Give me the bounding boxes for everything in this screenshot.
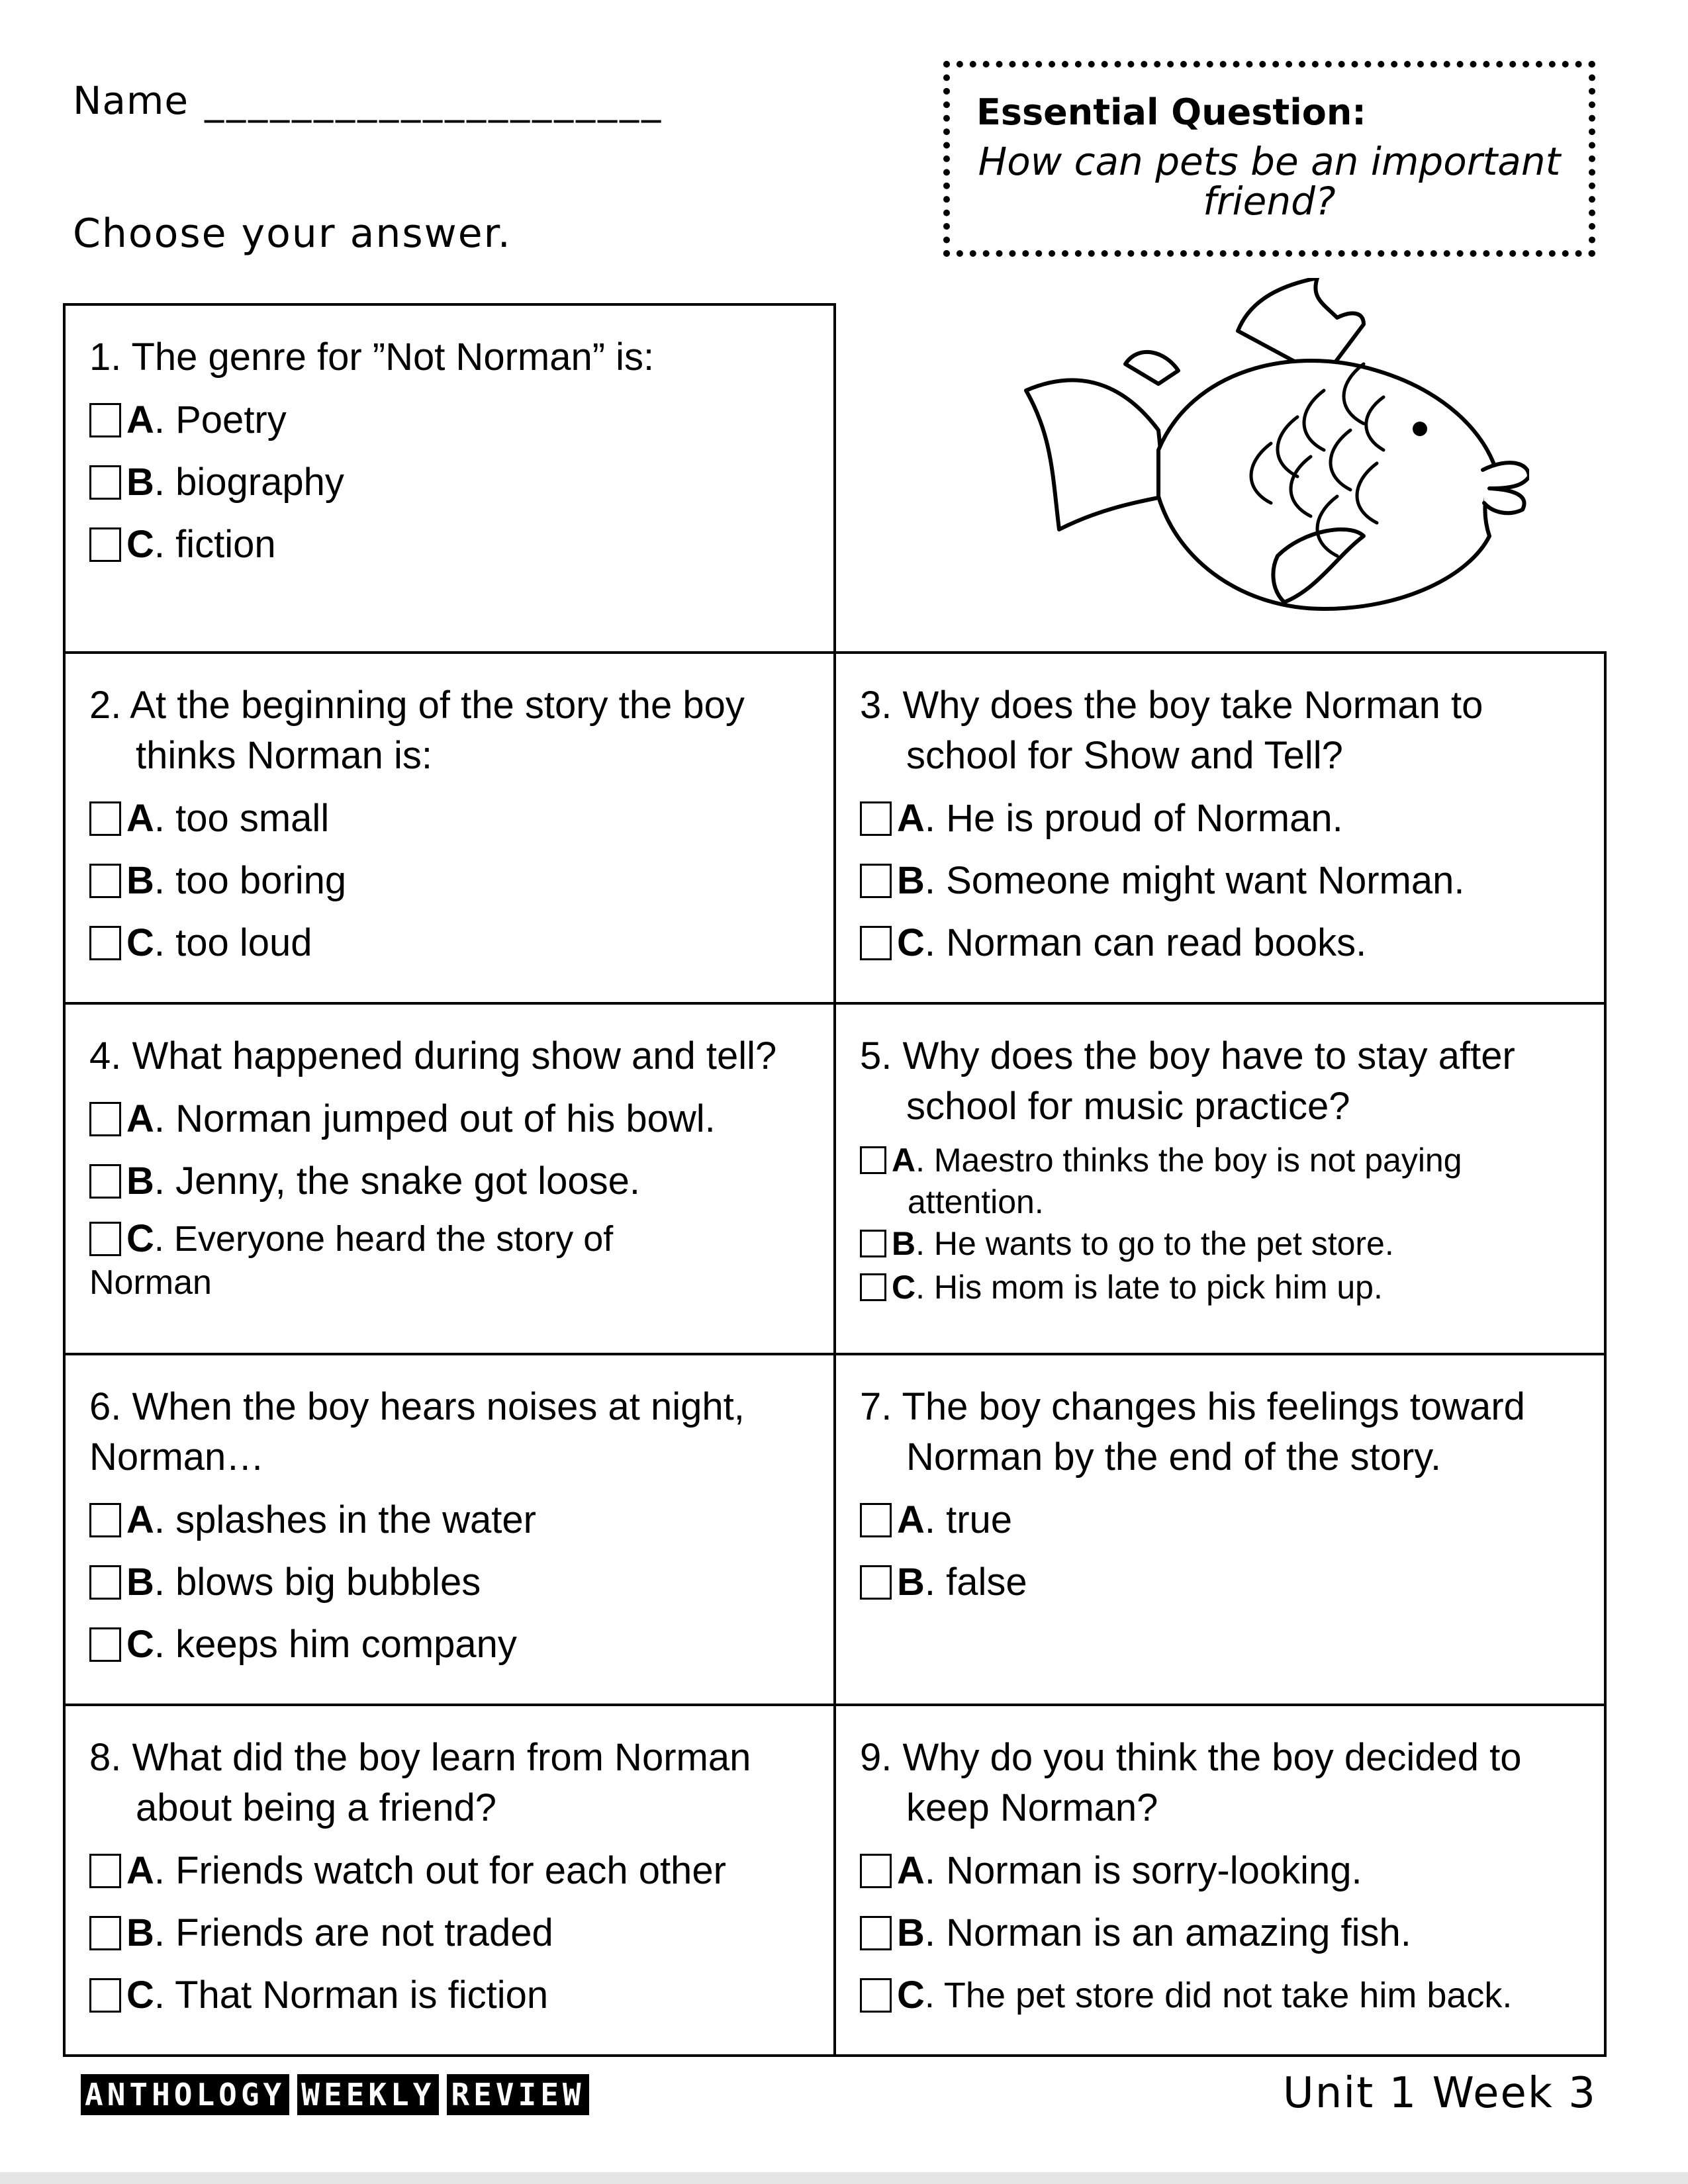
checkbox-icon[interactable] (89, 864, 121, 898)
option-letter: B (126, 1160, 154, 1203)
answer-option[interactable] (860, 1138, 1584, 1182)
checkbox-icon[interactable] (89, 403, 121, 437)
answer-option[interactable] (860, 1489, 1584, 1551)
option-letter: B (892, 1225, 916, 1262)
answer-option[interactable] (860, 1902, 1584, 1964)
option-text: . Norman is sorry-looking. (924, 1849, 1362, 1892)
option-letter: C (897, 1974, 925, 2017)
question-stem: 6. When the boy hears noises at night, Norman… (89, 1385, 745, 1479)
option-continuation: Norman (89, 1263, 212, 1302)
checkbox-icon[interactable] (860, 1146, 886, 1174)
checkbox-icon[interactable] (89, 1164, 121, 1199)
answer-option[interactable] (860, 788, 1584, 850)
option-text: . blows big bubbles (154, 1561, 481, 1604)
answer-option[interactable] (89, 1150, 814, 1212)
option-text: . Norman can read books. (924, 921, 1367, 964)
option-letter: C (126, 921, 154, 964)
checkbox-icon[interactable] (89, 1854, 121, 1888)
answer-option[interactable] (89, 1212, 814, 1265)
option-letter: A (126, 1498, 154, 1541)
option-letter: C (126, 1974, 154, 2017)
answer-option[interactable] (860, 1222, 1584, 1265)
option-letter: B (126, 859, 154, 902)
option-letter: B (126, 461, 154, 504)
answer-option[interactable] (89, 788, 814, 850)
answer-option[interactable] (860, 1551, 1584, 1614)
checkbox-icon[interactable] (860, 1230, 886, 1257)
answer-option[interactable] (89, 1489, 814, 1551)
checkbox-icon[interactable] (860, 926, 892, 960)
option-text: . false (924, 1561, 1027, 1604)
option-letter: B (126, 1911, 154, 1954)
answer-option[interactable] (89, 1902, 814, 1964)
option-letter: B (126, 1561, 154, 1604)
checkbox-icon[interactable] (860, 801, 892, 836)
option-letter: C (126, 523, 154, 566)
option-text: . splashes in the water (154, 1498, 536, 1541)
checkbox-icon[interactable] (860, 1916, 892, 1950)
checkbox-icon[interactable] (860, 1854, 892, 1888)
checkbox-icon[interactable] (89, 1627, 121, 1662)
question-7 (833, 1353, 1607, 1706)
checkbox-icon[interactable] (860, 864, 892, 898)
question-stem: 1. The genre for ”Not Norman” is: (89, 336, 655, 379)
checkbox-icon[interactable] (89, 801, 121, 836)
checkbox-icon[interactable] (89, 465, 121, 500)
answer-option[interactable] (89, 1964, 814, 2026)
option-text: . He wants to go to the pet store. (915, 1225, 1394, 1262)
instruction-text: Choose your answer. (73, 210, 512, 257)
answer-option[interactable] (89, 1088, 814, 1150)
option-letter: C (897, 921, 925, 964)
name-blank[interactable]: _____________________ (205, 78, 664, 123)
checkbox-icon[interactable] (89, 1503, 121, 1537)
question-stem: 8. What did the boy learn from Norman about being a friend? (89, 1736, 751, 1829)
brand-word: REVIEW (447, 2074, 588, 2115)
brand-word: ANTHOLOGY (81, 2074, 289, 2115)
option-text: . Norman is an amazing fish. (924, 1911, 1411, 1954)
checkbox-icon[interactable] (89, 1565, 121, 1600)
option-letter: B (897, 859, 925, 902)
name-label: Name (73, 78, 189, 123)
anthology-weekly-review-logo (81, 2074, 589, 2115)
option-letter: A (126, 797, 154, 840)
option-text: . too boring (154, 859, 347, 902)
option-text: . too loud (154, 921, 312, 964)
checkbox-icon[interactable] (860, 1503, 892, 1537)
essential-question-box (943, 61, 1595, 257)
option-letter: C (126, 1217, 154, 1260)
checkbox-icon[interactable] (89, 1102, 121, 1136)
option-letter: A (126, 398, 154, 441)
essential-question-text: How can pets be an important friend? (978, 139, 1561, 224)
question-4 (63, 1002, 836, 1355)
fish-illustration-icon (1006, 278, 1529, 635)
option-continuation: attention. (908, 1183, 1044, 1220)
option-text: . keeps him company (154, 1623, 517, 1666)
option-text: . Poetry (154, 398, 287, 441)
option-text: . That Norman is fiction (154, 1974, 549, 2017)
essential-question-title: Essential Question: (976, 91, 1366, 133)
option-letter: A (897, 1498, 925, 1541)
answer-option[interactable] (860, 912, 1584, 974)
option-text: . Friends watch out for each other (154, 1849, 726, 1892)
name-field[interactable] (73, 78, 663, 123)
question-8 (63, 1704, 836, 2057)
option-letter: B (897, 1561, 925, 1604)
option-text: . His mom is late to pick him up. (915, 1269, 1383, 1306)
answer-option[interactable] (860, 1964, 1584, 2026)
answer-option[interactable] (89, 1551, 814, 1614)
question-stem: 3. Why does the boy take Norman to school for Show and Tell? (860, 684, 1483, 777)
answer-option[interactable] (89, 451, 814, 514)
question-stem: 9. Why do you think the boy decided to keep Norman? (860, 1736, 1522, 1829)
option-text: . Someone might want Norman. (924, 859, 1465, 902)
answer-option[interactable] (89, 850, 814, 912)
question-stem: 5. Why does the boy have to stay after school for music practice? (860, 1034, 1515, 1128)
option-text: . Norman jumped out of his bowl. (154, 1097, 716, 1140)
answer-option[interactable] (89, 514, 814, 576)
answer-option[interactable] (860, 1265, 1584, 1309)
question-1 (63, 303, 836, 654)
unit-week-label: Unit 1 Week 3 (1282, 2069, 1597, 2118)
checkbox-icon[interactable] (89, 527, 121, 562)
checkbox-icon[interactable] (860, 1565, 892, 1600)
option-text: . The pet store did not take him back. (924, 1976, 1513, 2015)
answer-option[interactable] (89, 1614, 814, 1676)
option-letter: A (897, 797, 925, 840)
brand-word: WEEKLY (297, 2074, 439, 2115)
question-stem: 4. What happened during show and tell? (89, 1034, 777, 1077)
question-2 (63, 651, 836, 1005)
question-stem: 7. The boy changes his feelings toward Norman by the end of the story. (860, 1385, 1525, 1479)
option-letter: C (892, 1269, 916, 1306)
question-9 (833, 1704, 1607, 2057)
option-letter: B (897, 1911, 925, 1954)
answer-option[interactable] (89, 389, 814, 451)
question-6 (63, 1353, 836, 1706)
option-letter: C (126, 1623, 154, 1666)
checkbox-icon[interactable] (89, 926, 121, 960)
option-text: . biography (154, 461, 344, 504)
checkbox-icon[interactable] (860, 1273, 886, 1301)
option-text: . true (924, 1498, 1013, 1541)
checkbox-icon[interactable] (89, 1978, 121, 2013)
question-5 (833, 1002, 1607, 1355)
option-text: . Everyone heard the story of (154, 1219, 614, 1259)
option-text: . too small (154, 797, 330, 840)
page-bottom-edge (0, 2172, 1688, 2184)
option-letter: A (126, 1097, 154, 1140)
option-text: . He is proud of Norman. (924, 797, 1343, 840)
option-text: . fiction (154, 523, 276, 566)
option-text: . Maestro thinks the boy is not paying (915, 1142, 1462, 1179)
question-3 (833, 651, 1607, 1005)
option-letter: A (892, 1142, 916, 1179)
option-text: . Friends are not traded (154, 1911, 553, 1954)
question-stem: 2. At the beginning of the story the boy thinks Norman is: (89, 684, 745, 777)
checkbox-icon[interactable] (89, 1222, 121, 1256)
option-letter: A (897, 1849, 925, 1892)
answer-option[interactable] (89, 1840, 814, 1902)
answer-option[interactable] (89, 912, 814, 974)
checkbox-icon[interactable] (860, 1978, 892, 2013)
answer-option[interactable] (860, 850, 1584, 912)
checkbox-icon[interactable] (89, 1916, 121, 1950)
option-letter: A (126, 1849, 154, 1892)
option-text: . Jenny, the snake got loose. (154, 1160, 640, 1203)
answer-option[interactable] (860, 1840, 1584, 1902)
